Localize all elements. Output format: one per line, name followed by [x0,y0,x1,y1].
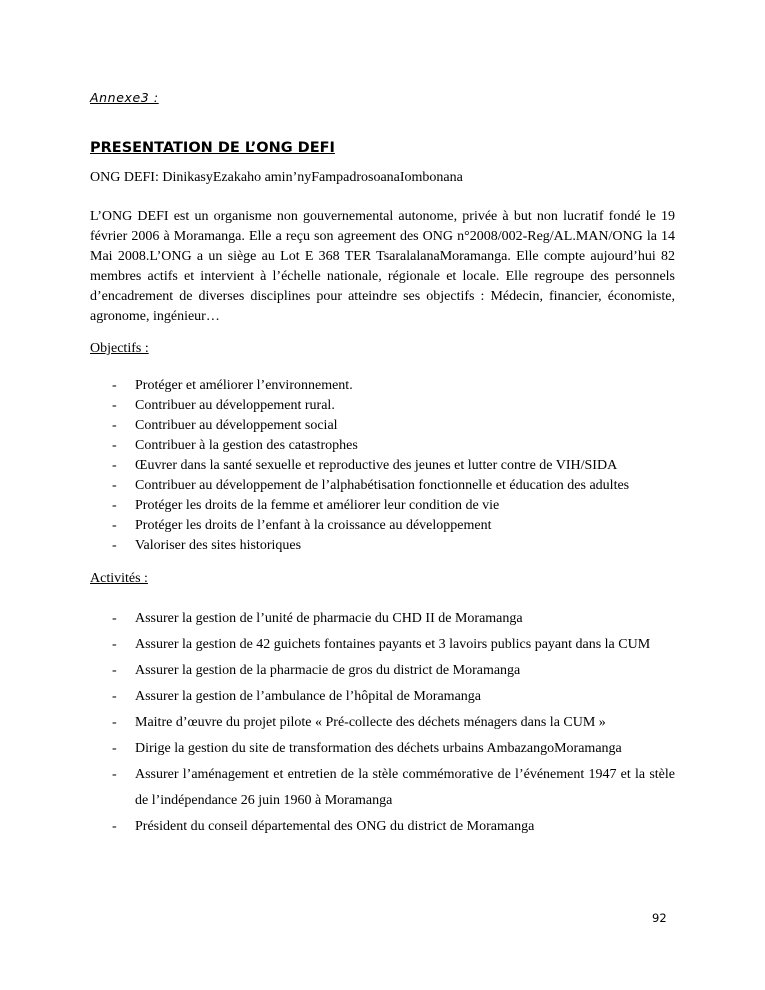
objective-item: - Contribuer à la gestion des catastrophes [110,436,675,456]
objective-item: - Protéger et améliorer l’environnement. [110,376,675,396]
activity-item: - Assurer la gestion de 42 guichets fontaines payants et 3 lavoirs publics payant dans la CUM [110,632,675,658]
page-title: PRESENTATION DE L’ONG DEFI [90,140,335,156]
activities-heading: Activités : [90,571,148,586]
objective-item: - Contribuer au développement social [110,416,675,436]
objectives-list [110,376,675,556]
activity-item: - Assurer la gestion de l’ambulance de l’hôpital de Moramanga [110,684,675,710]
objective-item: - Protéger les droits de la femme et améliorer leur condition de vie [110,496,675,516]
intro-paragraph: L’ONG DEFI est un organisme non gouvernemental autonome, privée à but non lucratif fondé le 19 février 2006 à Moramanga. Elle a reçu son agreement des ONG n°2008/002-Reg/AL.MAN/ONG la 14 Mai 2008.L’ONG a un siège au Lot E 368 TER TsaralalanaMoramanga. Elle compte aujourd’hui 82 membres actifs et intervient à l’échelle nationale, régionale et locale. Elle regroupe des personnels d’encadrement de diverses disciplines pour atteindre ses objectifs : Médecin, financier, économiste, agronome, ingénieur… [90,209,675,324]
objectives-heading: Objectifs : [90,341,149,356]
annex-label: Annexe3 : [90,90,159,105]
activity-item: - Dirige la gestion du site de transformation des déchets urbains AmbazangoMoramanga [110,736,675,762]
activities-list [110,606,675,840]
objective-item: - Contribuer au développement de l’alphabétisation fonctionnelle et éducation des adultes [110,476,675,496]
ong-subtitle: ONG DEFI: DinikasyEzakaho amin’nyFampadrosoanaIombonana [90,170,463,185]
objective-item: - Œuvrer dans la santé sexuelle et reproductive des jeunes et lutter contre de VIH/SIDA [110,456,675,476]
objective-item: - Protéger les droits de l’enfant à la croissance au développement [110,516,675,536]
objective-item: - Valoriser des sites historiques [110,536,675,556]
activity-item: - Assurer la gestion de l’unité de pharmacie du CHD II de Moramanga [110,606,675,632]
objective-item: - Contribuer au développement rural. [110,396,675,416]
page-number: 92 [652,911,667,925]
activity-item: - Assurer la gestion de la pharmacie de gros du district de Moramanga [110,658,675,684]
activity-item: - Assurer l’aménagement et entretien de la stèle commémorative de l’événement 1947 et la stèle de l’indépendance 26 juin 1960 à Moramanga [110,762,675,814]
activity-item: - Président du conseil départemental des ONG du district de Moramanga [110,814,675,840]
activity-item: - Maitre d’œuvre du projet pilote « Pré-collecte des déchets ménagers dans la CUM » [110,710,675,736]
